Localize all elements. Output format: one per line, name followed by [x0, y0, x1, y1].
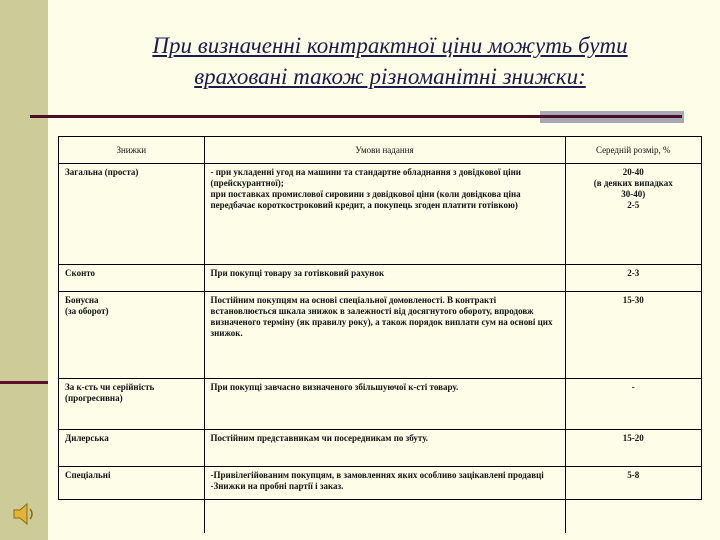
table-row	[59, 164, 701, 265]
cell-size: 15-20	[565, 430, 701, 467]
cell-discount: Бонусна (за оборот)	[59, 292, 204, 379]
cell-conditions: При покупці завчасно визначеного збільшуючої к-сті товару.	[204, 379, 565, 430]
speaker-icon[interactable]	[12, 500, 36, 528]
cell-discount: За к-сть чи серійність (прогресивна)	[59, 379, 204, 430]
cell-conditions: Постійним представникам чи посередникам по збуту.	[204, 430, 565, 467]
table-row	[59, 265, 701, 292]
table-header-row	[59, 137, 701, 164]
cell-conditions: При покупці товару за готівковий рахунок	[204, 265, 565, 292]
title-line-2: враховані також різноманітні знижки:	[194, 64, 586, 89]
cell-size: 2-3	[565, 265, 701, 292]
cell-discount: Спеціальні	[59, 467, 204, 534]
cell-conditions: Постійним покупцям на основі спеціальної домовленості. В контракті встановлюється шкала знижок в залежності від досягнутого обороту, впродовж визначеного терміну (як правилу року), а також порядок виплати сум на основі цих знижок.	[204, 292, 565, 379]
cell-conditions: - при укладенні угод на машини та стандартне обладнання з довідкової ціни (прейскурантної); при поставках промислової сировини з довідкової ціни (коли довідкова ціна передбачає короткостроковий кредит, а покупець згоден платити готівкою)	[204, 164, 565, 265]
header-discounts: Знижки	[59, 137, 204, 164]
cell-discount: Дилерська	[59, 430, 204, 467]
cell-discount: Сконто	[59, 265, 204, 292]
slide-title	[70, 30, 710, 92]
title-line-1: При визначенні контрактної ціни можуть бути	[152, 33, 628, 58]
cell-size: 15-30	[565, 292, 701, 379]
discounts-table	[59, 137, 701, 533]
table-row	[59, 467, 701, 534]
cell-discount: Загальна (проста)	[59, 164, 204, 265]
header-conditions: Умови надання	[204, 137, 565, 164]
cell-size: -	[565, 379, 701, 430]
header-average-size: Середній розмір, %	[565, 137, 701, 164]
table-row	[59, 430, 701, 467]
left-accent-line	[0, 381, 48, 384]
cell-size: 5-8	[627, 470, 640, 480]
title-rule	[30, 115, 682, 118]
cell-size: 20-40 (в деяких випадках 30-40) 2-5	[565, 164, 701, 265]
left-decorative-bar	[0, 0, 48, 540]
table-row	[59, 379, 701, 430]
table-row	[59, 292, 701, 379]
cell-conditions: -Привілегійованим покупцям, в замовленнях яких особливо зацікавлені продавці -Знижки на пробні партії і заказ.	[204, 467, 565, 534]
discounts-table-frame	[58, 136, 702, 500]
